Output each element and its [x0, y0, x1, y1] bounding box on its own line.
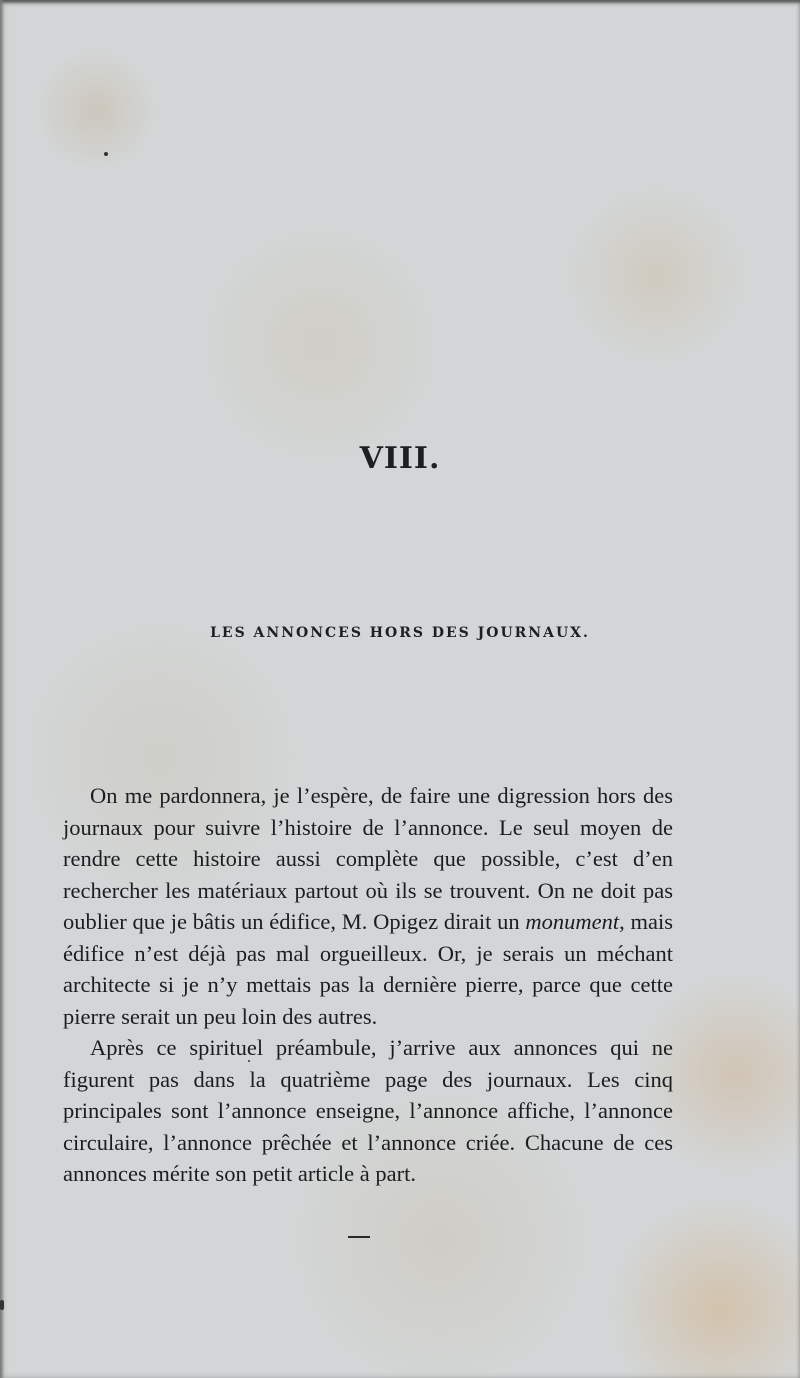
- signature-mark: [348, 1236, 370, 1238]
- paragraph-1-text-end: , mais édifice n’est déjà pas mal orgueilleux. Or, je serais un méchant architecte si je n’y mettais pas la dernière pierre, parce que cette pierre serait un peu loin des autres.: [63, 909, 673, 1029]
- paragraph-1-text-start: On me pardonnera, je l’espère, de faire une digression hors des journaux pour suivre l’histoire de l’annonce. Le seul moyen de rendre cette histoire aussi complète que possible, c’est d’en rechercher les matériaux partout où ils se trouvent. On ne doit pas oublier que je bâtis un édifice, M. Opigez dirait un: [63, 783, 673, 934]
- ink-speck: [104, 152, 108, 156]
- page-left-shadow: [0, 0, 4, 1378]
- paragraph-1: [63, 780, 673, 1032]
- ink-speck: [0, 1300, 4, 1310]
- paragraph-1-emphasis: monument: [525, 909, 620, 934]
- paragraph-2: Après ce spirituel préambule, j’arrive aux annonces qui ne figurent pas dans la quatrième page des journaux. Les cinq principales sont l’annonce enseigne, l’annonce affiche, l’annonce circulaire, l’annonce prêchée et l’annonce criée. Chacune de ces annonces mérite son petit article à part.: [63, 1035, 673, 1186]
- page-top-shadow: [0, 0, 800, 4]
- chapter-title: LES ANNONCES HORS DES JOURNAUX.: [210, 625, 590, 641]
- chapter-number: VIII.: [359, 441, 441, 476]
- chapter-body: [63, 780, 673, 1190]
